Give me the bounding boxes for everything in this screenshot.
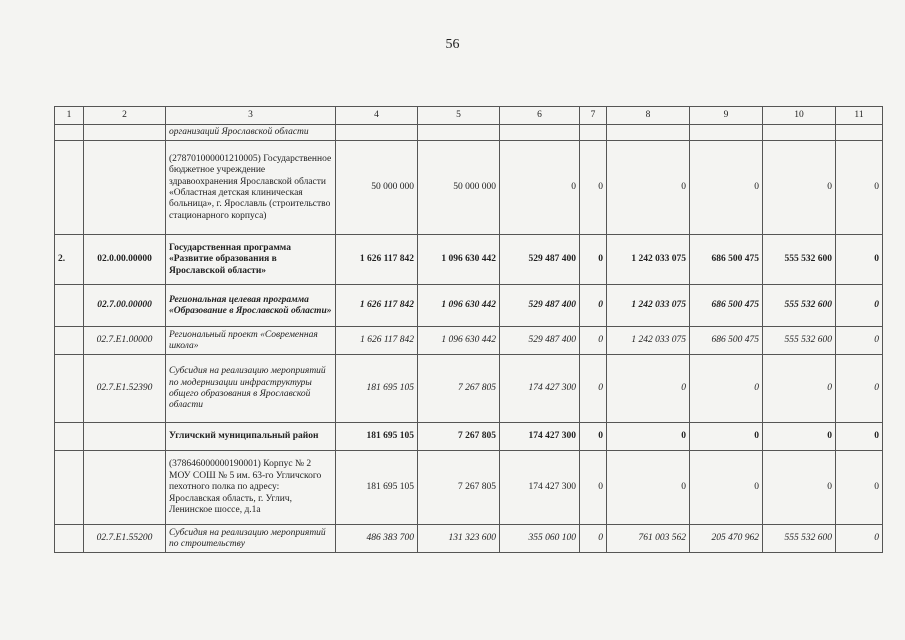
table-cell-col-3: (378646000000190001) Корпус № 2 МОУ СОШ № 5 им. 63-го Угличского пехотного полка по адресу: Ярославская область, г. Углич, Ленинское шоссе, д.1а (166, 451, 336, 525)
table-cell-col-10: 555 532 600 (763, 525, 836, 553)
table-cell-col-11: 0 (836, 451, 883, 525)
table-cell-col-6: 529 487 400 (500, 285, 580, 327)
column-header-4: 4 (336, 107, 418, 125)
table-cell-col-5: 7 267 805 (418, 451, 500, 525)
table-cell-col-1 (55, 355, 84, 423)
table-cell-col-7: 0 (580, 423, 607, 451)
table-cell-col-6: 174 427 300 (500, 355, 580, 423)
table-row (55, 327, 883, 355)
table-cell-col-10: 0 (763, 451, 836, 525)
table-cell-col-9: 686 500 475 (690, 235, 763, 285)
table-cell-col-1 (55, 451, 84, 525)
table-cell-col-2: 02.0.00.00000 (84, 235, 166, 285)
column-header-7: 7 (580, 107, 607, 125)
table-row (55, 125, 883, 141)
table-cell-col-3: Региональный проект «Современная школа» (166, 327, 336, 355)
table-row (55, 235, 883, 285)
table-cell-col-8: 1 242 033 075 (607, 235, 690, 285)
table-cell-col-11: 0 (836, 235, 883, 285)
table-cell-col-1 (55, 525, 84, 553)
table-cell-col-8: 0 (607, 141, 690, 235)
table-cell-col-2 (84, 423, 166, 451)
table-body (55, 125, 883, 553)
column-header-9: 9 (690, 107, 763, 125)
table-cell-col-3: организаций Ярославской области (166, 125, 336, 141)
table-cell-col-10: 0 (763, 423, 836, 451)
table-cell-col-11: 0 (836, 423, 883, 451)
table-cell-col-11: 0 (836, 525, 883, 553)
table-cell-col-9: 686 500 475 (690, 327, 763, 355)
table-cell-col-10 (763, 125, 836, 141)
table-cell-col-4: 486 383 700 (336, 525, 418, 553)
table-cell-col-2: 02.7.E1.55200 (84, 525, 166, 553)
table-row (55, 285, 883, 327)
table-row (55, 423, 883, 451)
table-cell-col-2: 02.7.00.00000 (84, 285, 166, 327)
table-cell-col-7: 0 (580, 525, 607, 553)
table-cell-col-7 (580, 125, 607, 141)
table-cell-col-6 (500, 125, 580, 141)
table-cell-col-3: Субсидия на реализацию мероприятий по модернизации инфраструктуры общего образования в Ярославской области (166, 355, 336, 423)
table-cell-col-11: 0 (836, 141, 883, 235)
table-cell-col-10: 555 532 600 (763, 285, 836, 327)
column-header-3: 3 (166, 107, 336, 125)
table-cell-col-4: 1 626 117 842 (336, 285, 418, 327)
table-cell-col-9 (690, 125, 763, 141)
table-cell-col-5: 1 096 630 442 (418, 235, 500, 285)
table-cell-col-2 (84, 451, 166, 525)
table-cell-col-7: 0 (580, 235, 607, 285)
table-cell-col-11 (836, 125, 883, 141)
table-cell-col-7: 0 (580, 355, 607, 423)
table-cell-col-9: 0 (690, 141, 763, 235)
table-cell-col-5: 1 096 630 442 (418, 285, 500, 327)
column-header-11: 11 (836, 107, 883, 125)
table-cell-col-4: 181 695 105 (336, 355, 418, 423)
table-cell-col-3: Государственная программа «Развитие образования в Ярославской области» (166, 235, 336, 285)
column-header-8: 8 (607, 107, 690, 125)
table-cell-col-7: 0 (580, 327, 607, 355)
budget-table (54, 106, 883, 553)
table-cell-col-11: 0 (836, 285, 883, 327)
table-cell-col-8: 0 (607, 451, 690, 525)
table-cell-col-1 (55, 285, 84, 327)
table-cell-col-5 (418, 125, 500, 141)
column-header-6: 6 (500, 107, 580, 125)
table-row (55, 355, 883, 423)
table-cell-col-1 (55, 327, 84, 355)
table-cell-col-4: 50 000 000 (336, 141, 418, 235)
table-cell-col-7: 0 (580, 451, 607, 525)
table-cell-col-5: 131 323 600 (418, 525, 500, 553)
table-cell-col-1 (55, 141, 84, 235)
table-cell-col-6: 529 487 400 (500, 327, 580, 355)
table-cell-col-11: 0 (836, 327, 883, 355)
table-cell-col-4: 181 695 105 (336, 423, 418, 451)
column-header-2: 2 (84, 107, 166, 125)
table-cell-col-6: 0 (500, 141, 580, 235)
table-cell-col-4: 181 695 105 (336, 451, 418, 525)
table-cell-col-5: 50 000 000 (418, 141, 500, 235)
table-cell-col-1 (55, 423, 84, 451)
table-cell-col-10: 555 532 600 (763, 327, 836, 355)
table-cell-col-9: 0 (690, 423, 763, 451)
table-cell-col-3: (278701000001210005) Государственное бюджетное учреждение здравоохранения Ярославской области «Областная детская клиническая больница», г. Ярославль (строительство стационарного корпуса) (166, 141, 336, 235)
table-cell-col-2 (84, 141, 166, 235)
table-cell-col-8: 0 (607, 355, 690, 423)
table-cell-col-2: 02.7.E1.52390 (84, 355, 166, 423)
table-cell-col-8: 0 (607, 423, 690, 451)
table-cell-col-5: 7 267 805 (418, 355, 500, 423)
table-row (55, 451, 883, 525)
table-cell-col-4 (336, 125, 418, 141)
table-cell-col-6: 355 060 100 (500, 525, 580, 553)
table-cell-col-4: 1 626 117 842 (336, 235, 418, 285)
table-cell-col-8 (607, 125, 690, 141)
table-cell-col-3: Региональная целевая программа «Образование в Ярославской области» (166, 285, 336, 327)
table-cell-col-2: 02.7.E1.00000 (84, 327, 166, 355)
table-cell-col-9: 686 500 475 (690, 285, 763, 327)
table-cell-col-3: Субсидия на реализацию мероприятий по строительству (166, 525, 336, 553)
table-cell-col-8: 1 242 033 075 (607, 327, 690, 355)
column-header-10: 10 (763, 107, 836, 125)
table-cell-col-4: 1 626 117 842 (336, 327, 418, 355)
table-cell-col-9: 0 (690, 451, 763, 525)
page-number: 56 (445, 37, 460, 52)
column-header-1: 1 (55, 107, 84, 125)
table-cell-col-11: 0 (836, 355, 883, 423)
table-cell-col-10: 0 (763, 141, 836, 235)
table-cell-col-5: 7 267 805 (418, 423, 500, 451)
table-cell-col-5: 1 096 630 442 (418, 327, 500, 355)
table-cell-col-9: 205 470 962 (690, 525, 763, 553)
table-cell-col-7: 0 (580, 141, 607, 235)
column-header-5: 5 (418, 107, 500, 125)
table-row (55, 141, 883, 235)
table-cell-col-8: 1 242 033 075 (607, 285, 690, 327)
table-row (55, 525, 883, 553)
table-cell-col-3: Угличский муниципальный район (166, 423, 336, 451)
header-row (55, 107, 883, 125)
table-cell-col-2 (84, 125, 166, 141)
table-cell-col-7: 0 (580, 285, 607, 327)
table-cell-col-6: 529 487 400 (500, 235, 580, 285)
table-cell-col-9: 0 (690, 355, 763, 423)
table-cell-col-6: 174 427 300 (500, 423, 580, 451)
table-cell-col-10: 555 532 600 (763, 235, 836, 285)
table-cell-col-6: 174 427 300 (500, 451, 580, 525)
table-cell-col-10: 0 (763, 355, 836, 423)
table-cell-col-1: 2. (55, 235, 84, 285)
table-cell-col-8: 761 003 562 (607, 525, 690, 553)
table-cell-col-1 (55, 125, 84, 141)
